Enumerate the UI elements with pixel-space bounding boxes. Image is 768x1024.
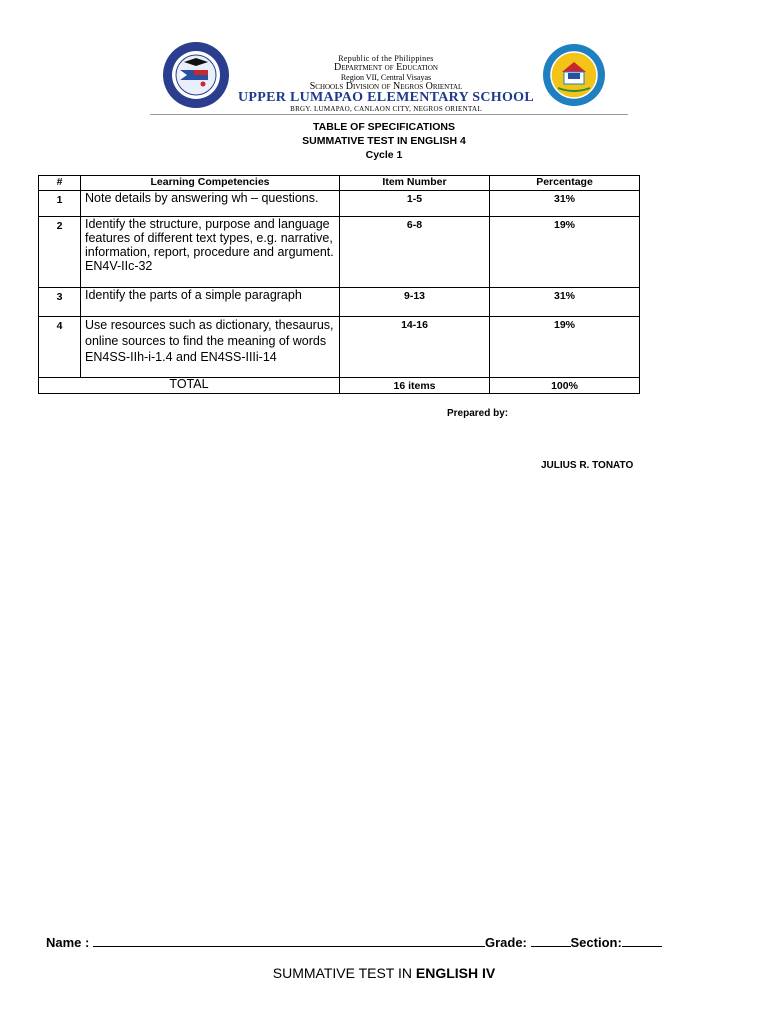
footer-title — [0, 965, 768, 981]
grade-label: Grade: — [484, 935, 527, 950]
name-label: Name : — [46, 935, 90, 950]
row-number: 4 — [39, 317, 81, 378]
name-field[interactable] — [93, 934, 485, 947]
row-number: 1 — [39, 191, 81, 217]
row-number: 3 — [39, 288, 81, 317]
document-cycle: Cycle 1 — [365, 149, 403, 161]
letterhead — [150, 40, 628, 112]
table-total-row — [39, 378, 640, 394]
table-header-row — [39, 176, 640, 191]
document-subtitle: SUMMATIVE TEST IN ENGLISH 4 — [302, 135, 466, 147]
department-line: Department of Education — [334, 62, 438, 73]
column-header: Percentage — [490, 176, 640, 191]
item-number-cell: 14-16 — [340, 317, 490, 378]
division-line: Schools Division of Negros Oriental — [309, 81, 463, 92]
table-row — [39, 317, 640, 378]
section-label: Section: — [570, 935, 622, 950]
competency-cell: Identify the structure, purpose and language features of different text types, e.g. narrative, information, report, procedure and argument. EN4V-IIc-32 — [81, 217, 340, 288]
section-field[interactable] — [622, 934, 662, 947]
document-title: TABLE OF SPECIFICATIONS — [313, 121, 455, 133]
percentage-cell: 31% — [490, 191, 640, 217]
school-logo — [156, 40, 236, 110]
item-number-cell: 6-8 — [340, 217, 490, 288]
item-number-cell: 9-13 — [340, 288, 490, 317]
item-number-cell: 1-5 — [340, 191, 490, 217]
division-seal — [534, 42, 614, 108]
table-row — [39, 191, 640, 217]
column-header: # — [39, 176, 81, 191]
school-name: UPPER LUMAPAO ELEMENTARY SCHOOL — [238, 90, 534, 105]
total-items: 16 items — [340, 378, 490, 394]
total-label: TOTAL — [39, 378, 340, 394]
specifications-table — [38, 175, 640, 394]
table-row — [39, 288, 640, 317]
competency-cell: Identify the parts of a simple paragraph — [81, 288, 340, 317]
competency-cell: Note details by answering wh – questions. — [81, 191, 340, 217]
total-percentage: 100% — [490, 378, 640, 394]
column-header: Learning Competencies — [81, 176, 340, 191]
row-number: 2 — [39, 217, 81, 288]
competency-cell: Use resources such as dictionary, thesaurus, online sources to find the meaning of words EN4SS-IIh-i-1.4 and EN4SS-IIIi-14 — [81, 317, 340, 378]
table-row — [39, 217, 640, 288]
prepared-by-label: Prepared by: — [447, 408, 509, 419]
column-header: Item Number — [340, 176, 490, 191]
student-info-line — [46, 934, 662, 950]
school-address: BRGY. LUMAPAO, CANLAON CITY, NEGROS ORIENTAL — [290, 105, 482, 113]
footer-title-prefix: SUMMATIVE TEST IN — [272, 965, 412, 981]
preparer-name: JULIUS R. TONATO — [541, 460, 634, 471]
header-divider — [150, 114, 628, 115]
percentage-cell: 31% — [490, 288, 640, 317]
republic-line: Republic of the Philippines — [338, 54, 434, 63]
percentage-cell: 19% — [490, 217, 640, 288]
grade-field[interactable] — [531, 934, 571, 947]
footer-title-subject: ENGLISH IV — [415, 965, 496, 981]
region-line: Region VII, Central Visayas — [340, 73, 432, 82]
percentage-cell: 19% — [490, 317, 640, 378]
